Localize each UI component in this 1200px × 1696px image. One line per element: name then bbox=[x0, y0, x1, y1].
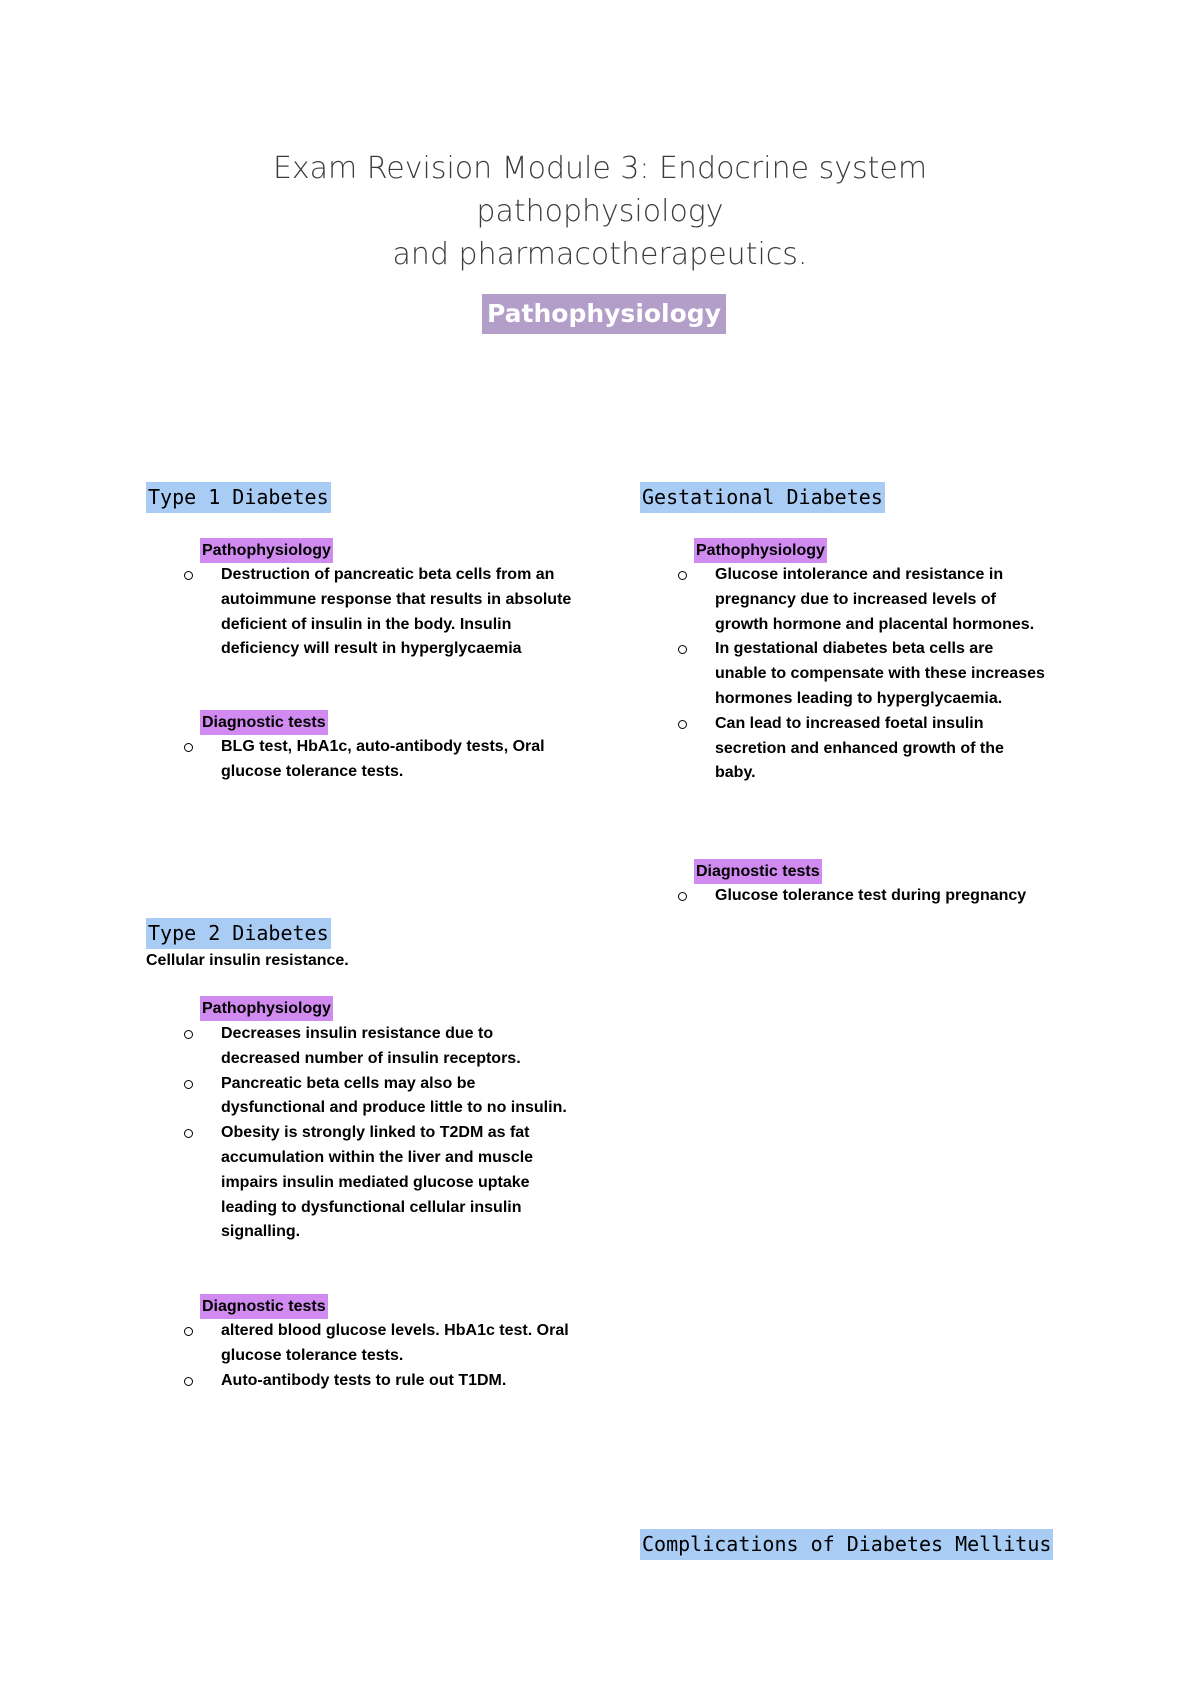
gestational-diagnostic-list bbox=[678, 884, 1098, 909]
list-item: Obesity is strongly linked to T2DM as fat accumulation within the liver and muscle impairs insulin mediated glucose uptake leading to dysfunctional cellular insulin signalling. bbox=[184, 1121, 569, 1245]
circle-bullet-icon bbox=[678, 892, 687, 901]
type2-heading: Type 2 Diabetes bbox=[146, 918, 331, 949]
type1-diagnostic-label: Diagnostic tests bbox=[200, 710, 328, 735]
list-item: Glucose tolerance test during pregnancy bbox=[678, 884, 1098, 909]
circle-bullet-icon bbox=[184, 1080, 193, 1089]
type1-pathophysiology-list bbox=[184, 563, 584, 662]
gestational-heading: Gestational Diabetes bbox=[640, 482, 885, 513]
list-item: Can lead to increased foetal insulin secretion and enhanced growth of the baby. bbox=[678, 712, 1048, 786]
section-title: Pathophysiology bbox=[482, 294, 726, 334]
gestational-pathophysiology-list bbox=[678, 563, 1048, 786]
list-item: BLG test, HbA1c, auto-antibody tests, Oral glucose tolerance tests. bbox=[184, 735, 584, 785]
document-title bbox=[150, 147, 1050, 276]
circle-bullet-icon bbox=[678, 571, 687, 580]
list-item: Pancreatic beta cells may also be dysfunctional and produce little to no insulin. bbox=[184, 1072, 569, 1122]
list-item: Auto-antibody tests to rule out T1DM. bbox=[184, 1369, 584, 1394]
circle-bullet-icon bbox=[184, 1327, 193, 1336]
gestational-pathophysiology-label: Pathophysiology bbox=[694, 538, 827, 563]
circle-bullet-icon bbox=[184, 571, 193, 580]
list-item: Glucose intolerance and resistance in pregnancy due to increased levels of growth hormone and placental hormones. bbox=[678, 563, 1048, 637]
type2-pathophysiology-label: Pathophysiology bbox=[200, 996, 333, 1021]
type1-heading: Type 1 Diabetes bbox=[146, 482, 331, 513]
type1-diagnostic-list bbox=[184, 735, 584, 785]
type1-pathophysiology-label: Pathophysiology bbox=[200, 538, 333, 563]
type2-subtitle: Cellular insulin resistance. bbox=[146, 952, 349, 969]
circle-bullet-icon bbox=[678, 645, 687, 654]
circle-bullet-icon bbox=[184, 1377, 193, 1386]
list-item: Destruction of pancreatic beta cells from an autoimmune response that results in absolute deficient of insulin in the body. Insulin deficiency will result in hyperglycaemia bbox=[184, 563, 584, 662]
list-item: In gestational diabetes beta cells are unable to compensate with these increases hormones leading to hyperglycaemia. bbox=[678, 637, 1048, 711]
list-item: altered blood glucose levels. HbA1c test. Oral glucose tolerance tests. bbox=[184, 1319, 584, 1369]
circle-bullet-icon bbox=[184, 743, 193, 752]
circle-bullet-icon bbox=[678, 720, 687, 729]
list-item: Decreases insulin resistance due to decreased number of insulin receptors. bbox=[184, 1022, 569, 1072]
type2-diagnostic-list bbox=[184, 1319, 584, 1393]
document-title-line-2: and pharmacotherapeutics. bbox=[392, 237, 808, 272]
complications-heading: Complications of Diabetes Mellitus bbox=[640, 1529, 1053, 1560]
document-title-line-1: Exam Revision Module 3: Endocrine system pathophysiology bbox=[272, 151, 928, 229]
gestational-diagnostic-label: Diagnostic tests bbox=[694, 859, 822, 884]
circle-bullet-icon bbox=[184, 1129, 193, 1138]
type2-diagnostic-label: Diagnostic tests bbox=[200, 1294, 328, 1319]
circle-bullet-icon bbox=[184, 1030, 193, 1039]
type2-pathophysiology-list bbox=[184, 1022, 569, 1245]
